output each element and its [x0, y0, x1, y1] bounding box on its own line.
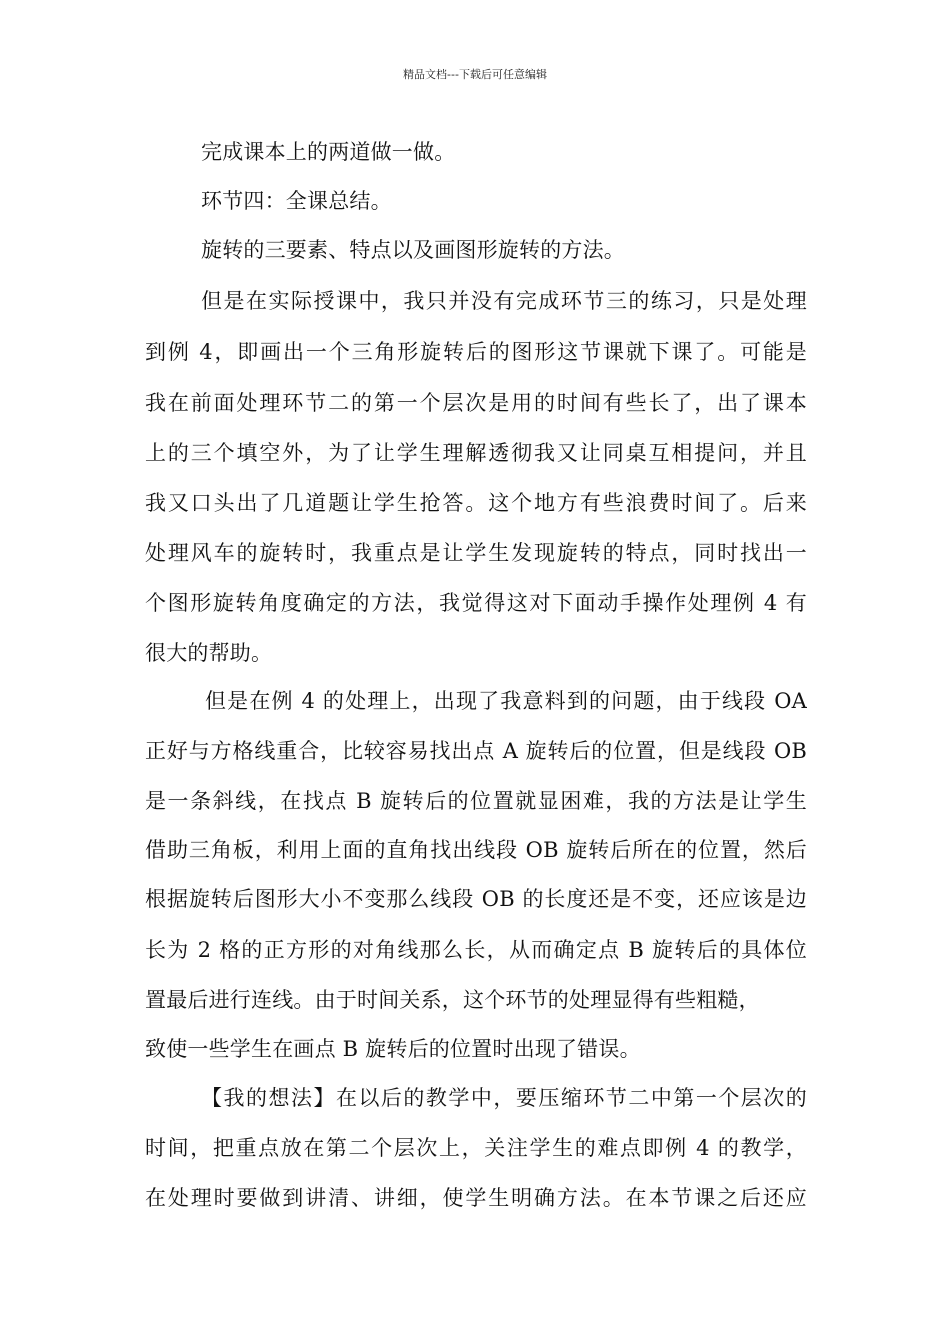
text-line: 环节四：全课总结。	[201, 189, 392, 213]
text-line: 到例 4，即画出一个三角形旋转后的图形这节课就下课了。可能是	[145, 340, 807, 364]
text-line: 借助三角板，利用上面的直角找出线段 OB 旋转后所在的位置，然后	[145, 838, 807, 862]
text-line: 根据旋转后图形大小不变那么线段 OB 的长度还是不变，还应该是边	[145, 887, 807, 911]
text-line: 完成课本上的两道做一做。	[201, 140, 456, 164]
text-line: 处理风车的旋转时，我重点是让学生发现旋转的特点，同时找出一	[145, 541, 807, 565]
text-line: 上的三个填空外，为了让学生理解透彻我又让同桌互相提问，并且	[145, 441, 807, 465]
text-line: 时间，把重点放在第二个层次上，关注学生的难点即例 4 的教学，	[145, 1136, 807, 1160]
text-line: 正好与方格线重合，比较容易找出点 A 旋转后的位置，但是线段 OB	[145, 739, 807, 763]
text-line: 我在前面处理环节二的第一个层次是用的时间有些长了，出了课本	[145, 391, 807, 415]
text-line: 我又口头出了几道题让学生抢答。这个地方有些浪费时间了。后来	[145, 491, 807, 515]
text-line: 但是在例 4 的处理上，出现了我意料到的问题，由于线段 OA	[205, 689, 807, 713]
page-header: 精品文档---下载后可任意编辑	[403, 68, 547, 81]
text-line: 长为 2 格的正方形的对角线那么长，从而确定点 B 旋转后的具体位	[145, 938, 807, 962]
text-line: 但是在实际授课中，我只并没有完成环节三的练习，只是处理	[201, 289, 807, 313]
text-line: 置最后进行连线。由于时间关系，这个环节的处理显得有些粗糙，	[145, 988, 760, 1012]
text-line: 个图形旋转角度确定的方法，我觉得这对下面动手操作处理例 4 有	[145, 591, 807, 615]
text-line: 旋转的三要素、特点以及画图形旋转的方法。	[201, 238, 625, 262]
text-line: 是一条斜线，在找点 B 旋转后的位置就显困难，我的方法是让学生	[145, 789, 807, 813]
text-line: 在处理时要做到讲清、讲细，使学生明确方法。在本节课之后还应	[145, 1186, 807, 1210]
text-line: 很大的帮助。	[145, 641, 273, 665]
text-line: 【我的想法】在以后的教学中，要压缩环节二中第一个层次的	[201, 1086, 807, 1110]
text-line: 致使一些学生在画点 B 旋转后的位置时出现了错误。	[145, 1037, 641, 1061]
